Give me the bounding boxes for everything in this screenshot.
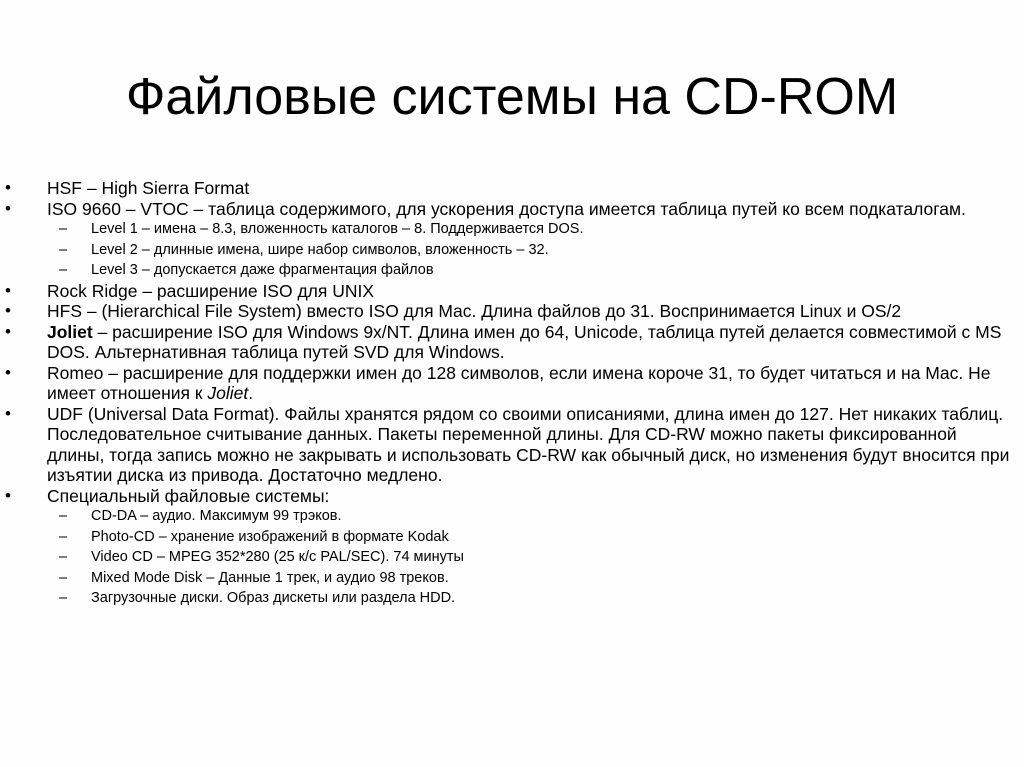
list-item-text: Специальный файловые системы: (47, 485, 330, 506)
list-item-italic-term: Joliet (207, 383, 249, 403)
sub-list-item-text: Video CD – MPEG 352*280 (25 к/с PAL/SEC). 74 минуты (91, 549, 464, 565)
bullet-icon: • (5, 321, 11, 341)
dash-icon: – (59, 528, 68, 545)
sub-list-item-text: Level 2 – длинные имена, шире набор символов, вложенность – 32. (91, 241, 549, 258)
sub-list-item-text: Photo-CD – хранение изображений в формате Kodak (91, 528, 449, 545)
sub-list-item (47, 527, 1016, 548)
sub-list-item-text: Mixed Mode Disk – Данные 1 трек, и аудио 98 треков. (91, 569, 449, 586)
list-item (0, 199, 1024, 281)
bullet-icon: • (5, 362, 11, 382)
sub-list-item (47, 547, 1016, 568)
list-item-text: HFS – (Hierarchical File System) вместо ISO для Mac. Длина файлов до 31. Воспринимается Linux и OS/2 (47, 301, 902, 321)
dash-icon: – (59, 262, 68, 278)
list-item-bold-term: Joliet (47, 321, 93, 342)
sub-list-item (47, 506, 1016, 527)
dash-icon: – (59, 590, 68, 606)
list-item-text: Romeo – расширение для поддержки имен до 128 символов, если имена короче 31, то будет читаться и на Mac. Не имеет отношения к (47, 362, 991, 403)
dash-icon: – (59, 569, 68, 586)
list-item-text: UDF (Universal Data Format). Файлы хранятся рядом со своими описаниями, длина имен до 127. Нет никаких таблиц. Последовательное считывание данных. Пакеты переменной длины. Для CD-RW можно пакеты фиксированной длины, тогда запись можно не закрывать и использовать CD-RW как обычный диск, но изменения будут вносится при изъятии диска из привода. Достаточно медлено. (47, 403, 1010, 485)
list-item (0, 322, 1024, 363)
list-item (0, 404, 1024, 486)
dash-icon: – (59, 549, 68, 565)
list-item (0, 281, 1024, 302)
sub-list-item (47, 240, 1016, 261)
bullet-icon: • (5, 403, 11, 423)
list-item-text: – расширение ISO для Windows 9x/NT. Длина имен до 64, Unicode, таблица путей делается совместимой с MS DOS. Альтернативная таблица путей SVD для Windows. (47, 321, 1002, 362)
list-item (0, 486, 1024, 609)
list-item (0, 363, 1024, 404)
bullet-icon: • (5, 280, 11, 300)
sub-list-item (47, 260, 1016, 281)
sub-list-item (47, 219, 1016, 240)
dash-icon: – (59, 508, 68, 524)
bullet-icon: • (5, 485, 11, 505)
sub-list-item-text: Level 1 – имена – 8.3, вложенность каталогов – 8. Поддерживается DOS. (91, 221, 584, 237)
slide-title: Файловые системы на CD-ROM (125, 68, 899, 126)
list-item (0, 301, 1024, 322)
sub-list-item-text: CD-DA – аудио. Максимум 99 трэков. (91, 508, 342, 524)
sub-list-item (47, 568, 1016, 589)
dash-icon: – (59, 241, 68, 258)
sub-list-item-text: Загрузочные диски. Образ дискеты или раздела HDD. (91, 590, 456, 606)
sub-list-item-text: Level 3 – допускается даже фрагментация файлов (91, 262, 434, 278)
bullet-icon: • (5, 178, 11, 197)
list-item (0, 178, 1024, 199)
dash-icon: – (59, 221, 68, 237)
list-item-text-end: . (248, 383, 254, 403)
sub-list (47, 219, 1016, 281)
bullet-icon: • (5, 301, 11, 320)
bullet-icon: • (5, 198, 11, 218)
list-item-text: HSF – High Sierra Format (47, 178, 250, 198)
list-item-text: Rock Ridge – расширение ISO для UNIX (47, 280, 375, 301)
bullet-list (0, 178, 1024, 609)
list-item-text: ISO 9660 – VTOC – таблица содержимого, для ускорения доступа имеется таблица путей ко всем подкаталогам. (47, 198, 966, 219)
sub-list-item (47, 588, 1016, 609)
sub-list (47, 506, 1016, 609)
